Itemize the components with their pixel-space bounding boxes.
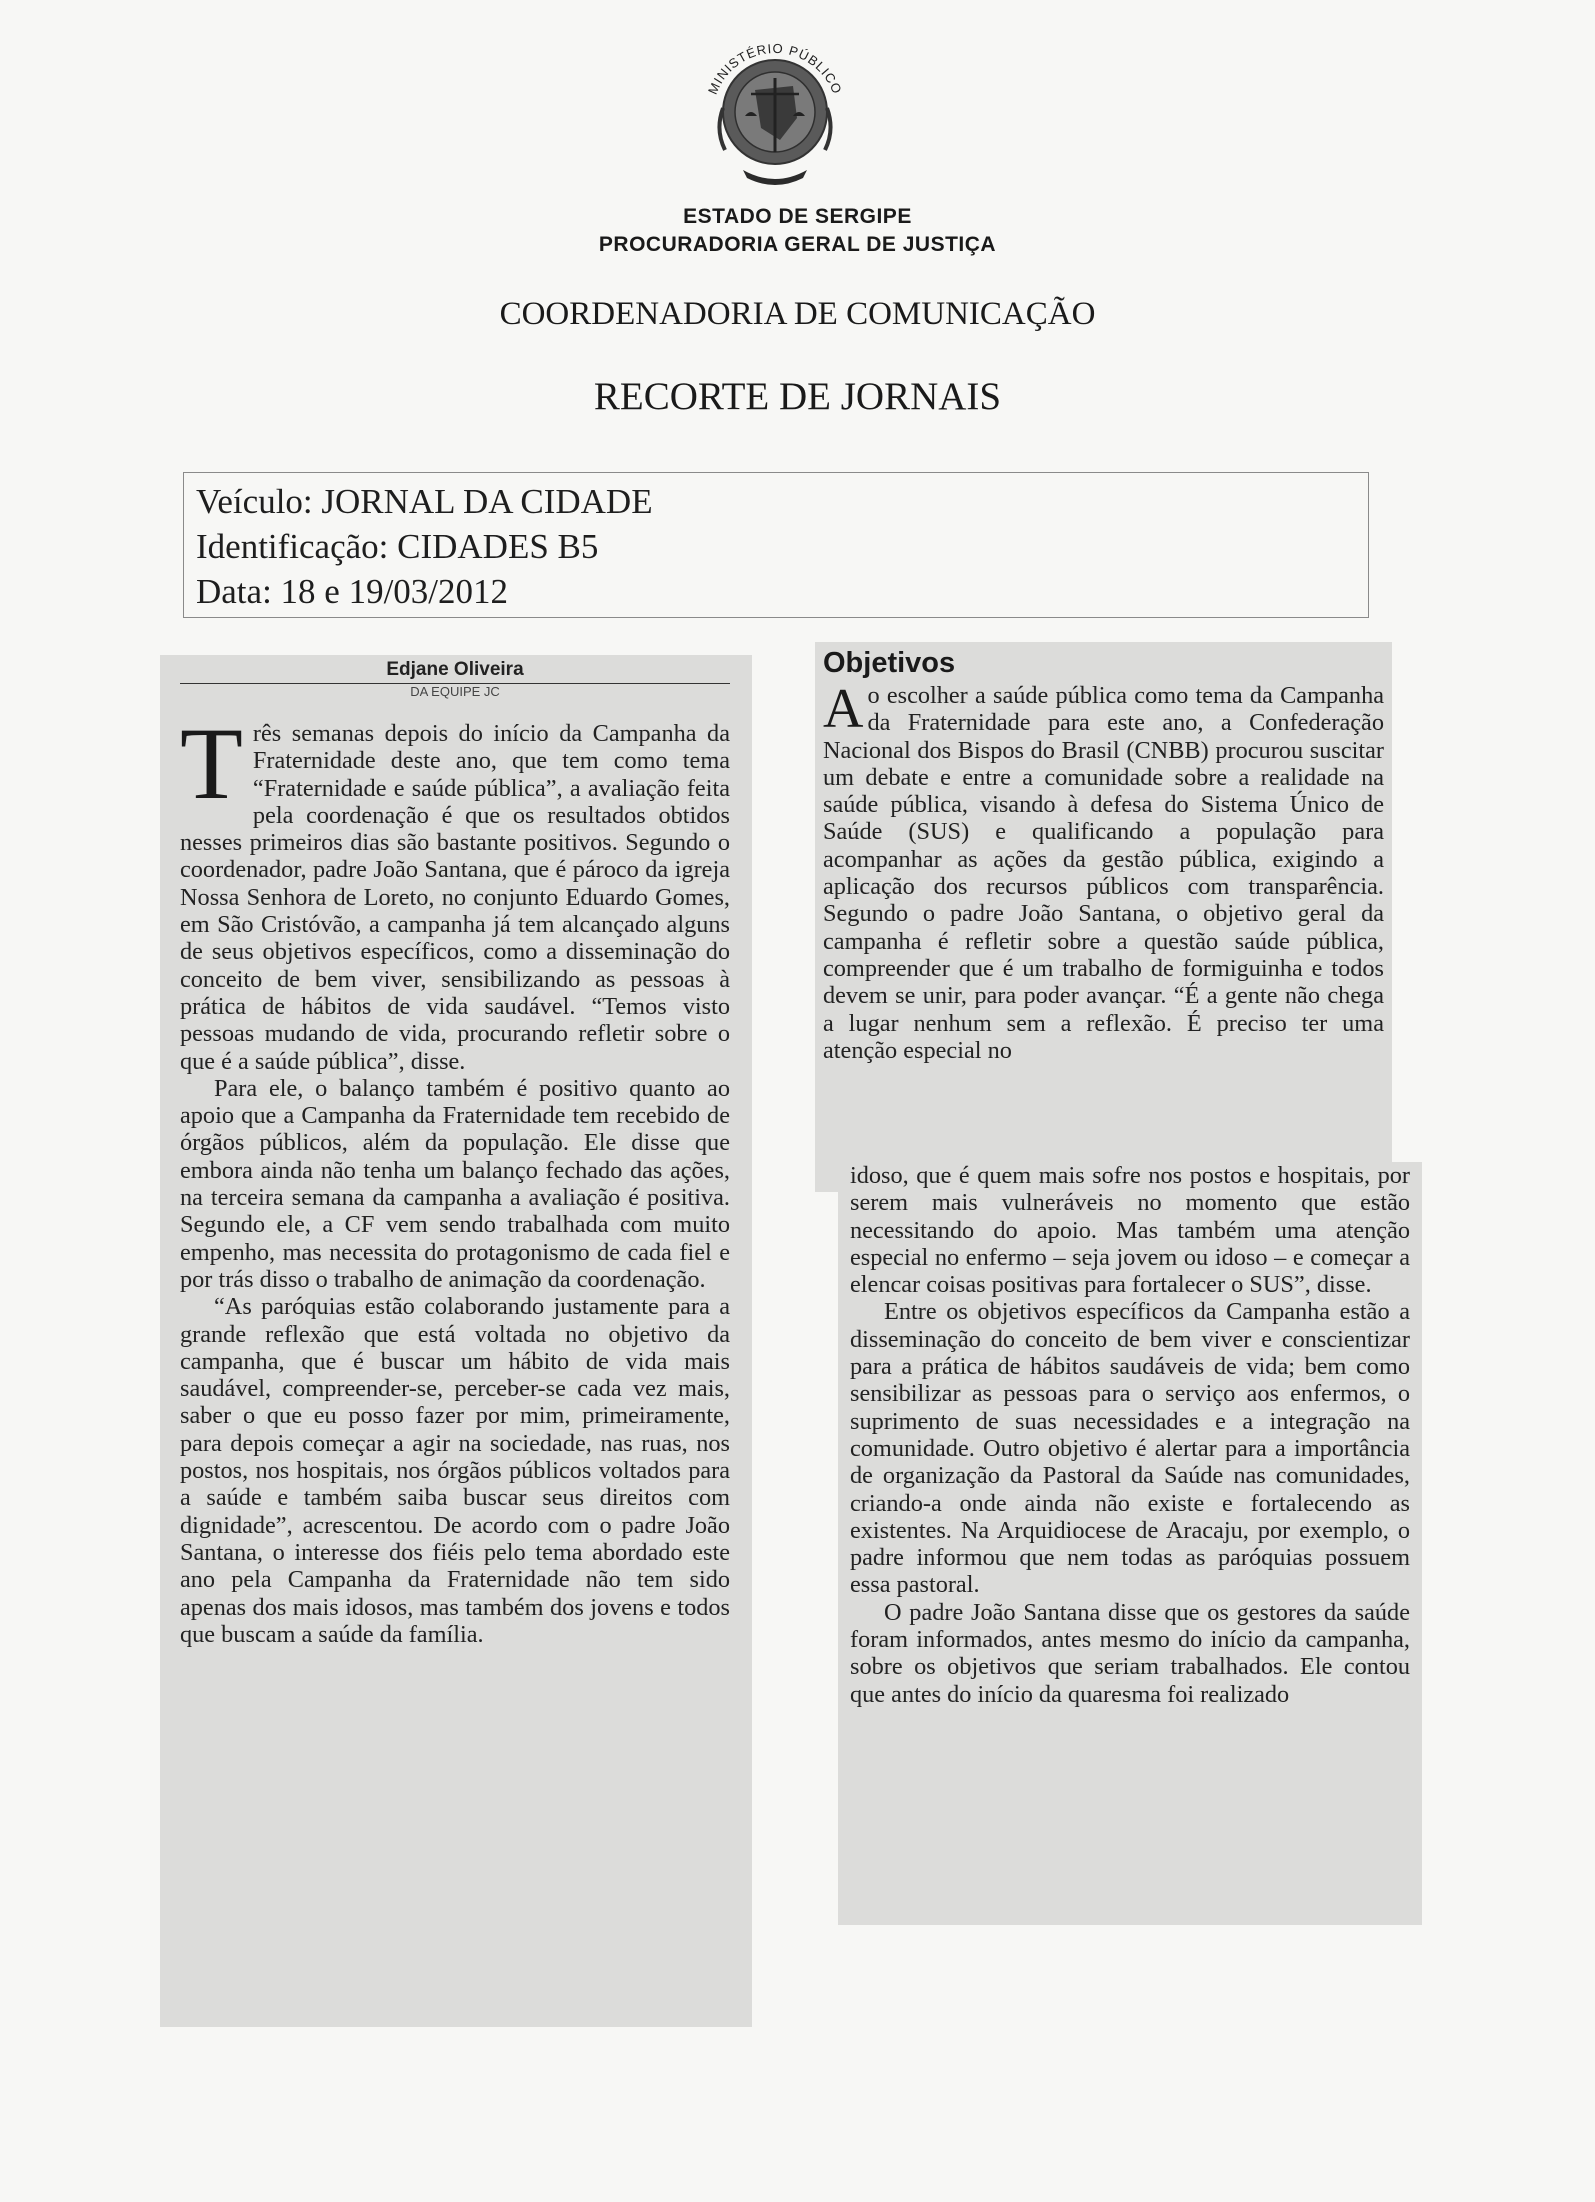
article-paragraph bbox=[180, 707, 730, 1075]
seal-lettering: MINISTÉRIO PÚBLICO bbox=[704, 40, 846, 97]
article-author: Edjane Oliveira bbox=[386, 659, 524, 680]
article-clipping-right-top bbox=[815, 642, 1392, 1192]
article-clipping-left bbox=[160, 655, 752, 2027]
identification-line: Identificação: CIDADES B5 bbox=[196, 527, 599, 566]
article-team: DA EQUIPE JC bbox=[410, 684, 500, 699]
article-paragraph: Para ele, o balanço também é positivo quanto ao apoio que a Campanha da Fraternidade tem recebido de órgãos públicos, além da população. Ele disse que embora ainda não tenha um balanço fechado das ações, na terceira semana da campanha a avaliação é positiva. Segundo ele, a CF vem sendo trabalhada com muito empenho, mas necessita do protagonismo de cada fiel e por trás disso o trabalho de animação da coordenação. bbox=[180, 1074, 730, 1293]
article-paragraph: Entre os objetivos específicos da Campanha estão a disseminação do conceito de bem viver e conscientizar para a prática de hábitos saudáveis de vida; bem como sensibilizar as pessoas para o serviço aos enfermos, o suprimento de suas necessidades e a integração na comunidade. Outro objetivo é alertar para a importância de organização da Pastoral da Saúde nas comunidades, criando-a onde ainda não existe e fortalecendo as existentes. Na Arquidiocese de Aracaju, por exemplo, o padre informou que nem todas as paróquias possuem essa pastoral. bbox=[850, 1298, 1410, 1599]
paragraph-text: rês semanas depois do início da Campanha da Fraternidade deste ano, que tem como tema “Fraternidade e saúde pública”, a avaliação feita pela coordenação é que os resultados obtidos nesses primeiros dias são bastante positivos. Segundo o coordenador, padre João Santana, que é pároco da igreja Nossa Senhora de Loreto, no conjunto Eduardo Gomes, em São Cristóvão, a campanha já tem alcançado alguns de seus objetivos específicos, como a disseminação do conceito de bem viver, sensibilizando as pessoas à prática de hábitos de vida saudável. “Temos visto pessoas mudando de vida, procurando refletir sobre o que é a saúde pública”, disse. bbox=[180, 720, 730, 1075]
drop-cap: T bbox=[180, 707, 243, 821]
article-paragraph: “As paróquias estão colaborando justamente para a grande reflexão que está voltada no objetivo da campanha, que é buscar um hábito de vida mais saudável, compreender-se, perceber-se cada vez mais, saber o que eu posso fazer por mim, primeiramente, para depois começar a agir na sociedade, nas ruas, nos postos, nos hospitais, nos órgãos públicos voltados para a saúde e também saiba buscar seus direitos com dignidade”, acrescentou. De acordo com o padre João Santana, o interesse dos fiéis pelo tema abordado este ano pela Campanha da Fraternidade não tem sido apenas dos mais idosos, mas também dos jovens e todos que buscam a saúde da família. bbox=[180, 1293, 730, 1648]
ministerio-publico-seal bbox=[685, 20, 865, 200]
section-title: Objetivos bbox=[823, 647, 956, 679]
department-heading: COORDENADORIA DE COMUNICAÇÃO bbox=[499, 296, 1096, 332]
office-heading: PROCURADORIA GERAL DE JUSTIÇA bbox=[598, 233, 997, 256]
article-paragraph bbox=[823, 678, 1384, 1064]
clipping-info-box bbox=[183, 472, 1369, 618]
article-paragraph: O padre João Santana disse que os gestores da saúde foram informados, antes mesmo do início da campanha, sobre os objetivos que seriam trabalhados. Ele contou que antes do início da quaresma foi realizado bbox=[850, 1598, 1410, 1708]
vehicle-line: Veículo: JORNAL DA CIDADE bbox=[196, 482, 653, 521]
article-clipping-right-bottom bbox=[838, 1162, 1422, 1925]
date-line: Data: 18 e 19/03/2012 bbox=[196, 572, 509, 611]
article-paragraph: idoso, que é quem mais sofre nos postos e hospitais, por serem mais vulneráveis no momento que estão necessitando do apoio. Mas também uma atenção especial no enfermo – seja jovem ou idoso – e começar a elencar coisas positivas para fortalecer o SUS”, disse. bbox=[850, 1162, 1410, 1299]
drop-cap: A bbox=[823, 678, 864, 740]
document-title: RECORTE DE JORNAIS bbox=[593, 375, 1002, 418]
state-heading: ESTADO DE SERGIPE bbox=[683, 205, 912, 228]
paragraph-text: o escolher a saúde pública como tema da Campanha da Fraternidade para este ano, a Confederação Nacional dos Bispos do Brasil (CNBB) procurou suscitar um debate e entre a comunidade sobre a realidade na saúde pública, visando à defesa do Sistema Único de Saúde (SUS) e qualificando a população para acompanhar as ações da gestão pública, exigindo a aplicação dos recursos públicos com transparência. Segundo o padre João Santana, o objetivo geral da campanha é refletir sobre a questão saúde pública, compreender que é um trabalho de formiguinha e todos devem se unir, para poder avançar. “É a gente não chega a lugar nenhum sem a reflexão. É preciso ter uma atenção especial no bbox=[823, 682, 1384, 1064]
